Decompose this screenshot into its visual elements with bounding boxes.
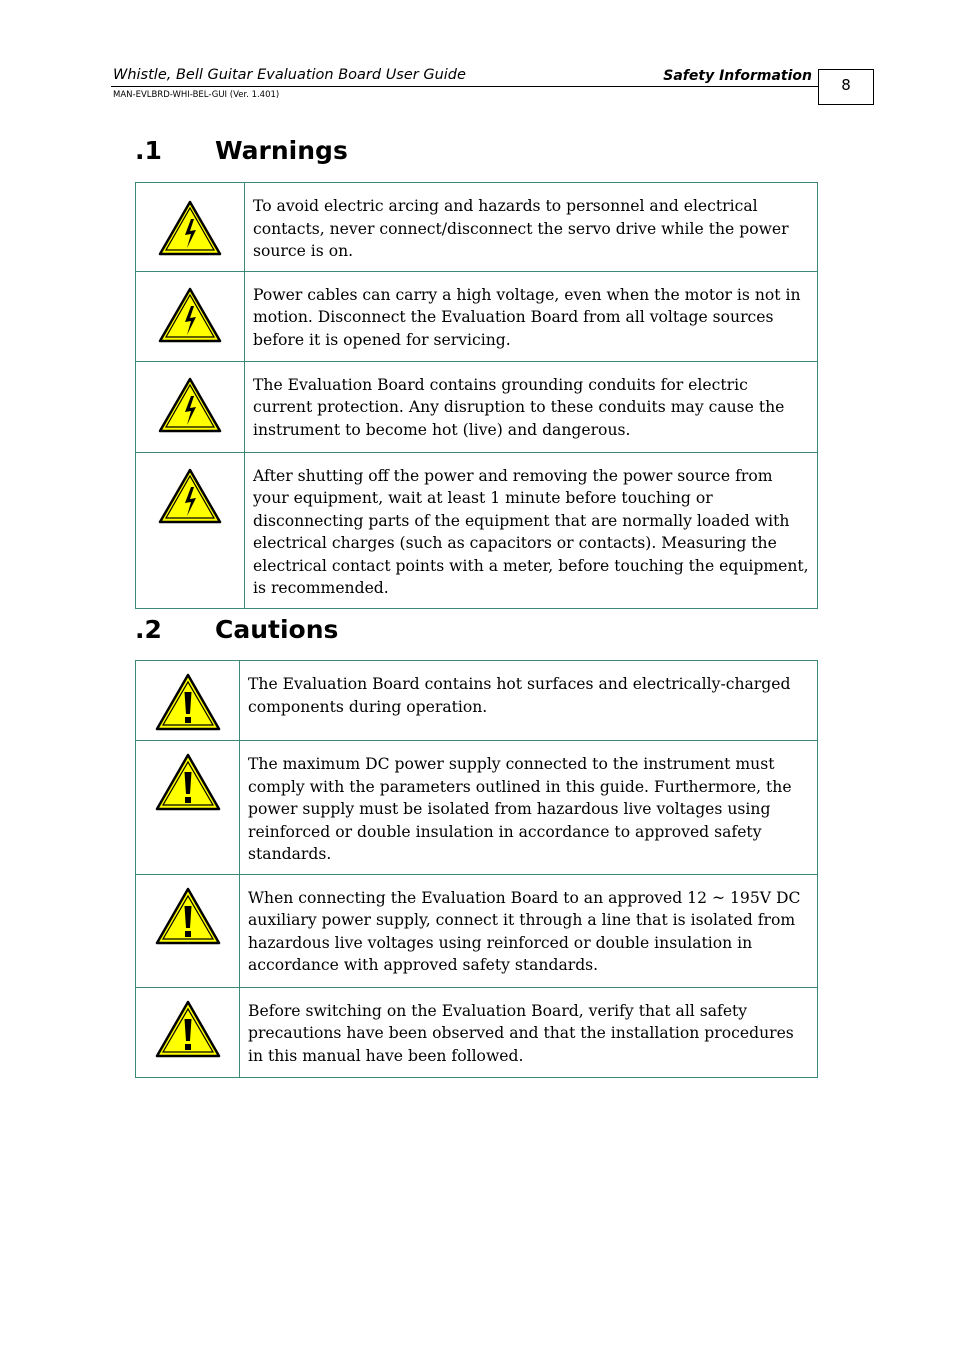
caution-icon-cell [136,661,240,741]
warning-icon-cell [136,183,245,272]
document-id: MAN-EVLBRD-WHI-BEL-GUI (Ver. 1.401) [113,90,280,100]
high-voltage-warning-icon [157,376,223,434]
warning-row [136,271,818,361]
high-voltage-warning-icon [157,199,223,257]
caution-row [136,987,818,1077]
caution-text: Before switching on the Evaluation Board, verify that all safety precautions have been observed and that the installation procedures in this manual have been followed. [240,987,818,1077]
cautions-number: .2 [135,615,162,644]
warnings-heading [135,136,348,165]
cautions-table [135,660,818,1078]
caution-icon-cell [136,741,240,875]
caution-icon-cell [136,874,240,987]
header-divider [111,86,818,87]
caution-icon-cell [136,987,240,1077]
page-number-box [818,69,874,105]
caution-text: When connecting the Evaluation Board to an approved 12 ~ 195V DC auxiliary power supply, connect it through a line that is isolated from hazardous live voltages using reinforced or double insulation in accordance with approved safety standards. [240,874,818,987]
warning-text: After shutting off the power and removing the power source from your equipment, wait at least 1 minute before touching or disconnecting parts of the equipment that are normally loaded with electrical charges (such as capacitors or contacts). Measuring the electrical contact points with a meter, before touching the equipment, is recommended. [245,452,818,608]
warning-text: Power cables can carry a high voltage, even when the motor is not in motion. Disconnect the Evaluation Board from all voltage sources before it is opened for servicing. [245,271,818,361]
page-number: 8 [841,76,851,94]
warning-text: To avoid electric arcing and hazards to personnel and electrical contacts, never connect/disconnect the servo drive while the power source is on. [245,183,818,272]
caution-row [136,874,818,987]
exclamation-caution-icon [154,672,222,732]
warning-icon-cell [136,271,245,361]
warning-row [136,361,818,452]
exclamation-caution-icon [154,999,222,1059]
exclamation-caution-icon [154,886,222,946]
cautions-heading [135,615,338,644]
cautions-title: Cautions [215,615,339,644]
high-voltage-warning-icon [157,286,223,344]
caution-text: The Evaluation Board contains hot surfaces and electrically-charged components during operation. [240,661,818,741]
warning-icon-cell [136,361,245,452]
warnings-number: .1 [135,136,162,165]
warning-row [136,452,818,608]
warning-icon-cell [136,452,245,608]
high-voltage-warning-icon [157,467,223,525]
warning-text: The Evaluation Board contains grounding conduits for electric current protection. Any disruption to these conduits may cause the instrument to become hot (live) and dangerous. [245,361,818,452]
exclamation-caution-icon [154,752,222,812]
header-section-name: Safety Information [663,68,812,84]
warnings-table [135,182,818,609]
caution-text: The maximum DC power supply connected to the instrument must comply with the parameters outlined in this guide. Furthermore, the power supply must be isolated from hazardous live voltages using reinforced or double insulation in accordance to approved safety standards. [240,741,818,875]
caution-row [136,661,818,741]
caution-row [136,741,818,875]
warning-row [136,183,818,272]
warnings-title: Warnings [215,136,348,165]
document-title: Whistle, Bell Guitar Evaluation Board User Guide [113,67,466,83]
